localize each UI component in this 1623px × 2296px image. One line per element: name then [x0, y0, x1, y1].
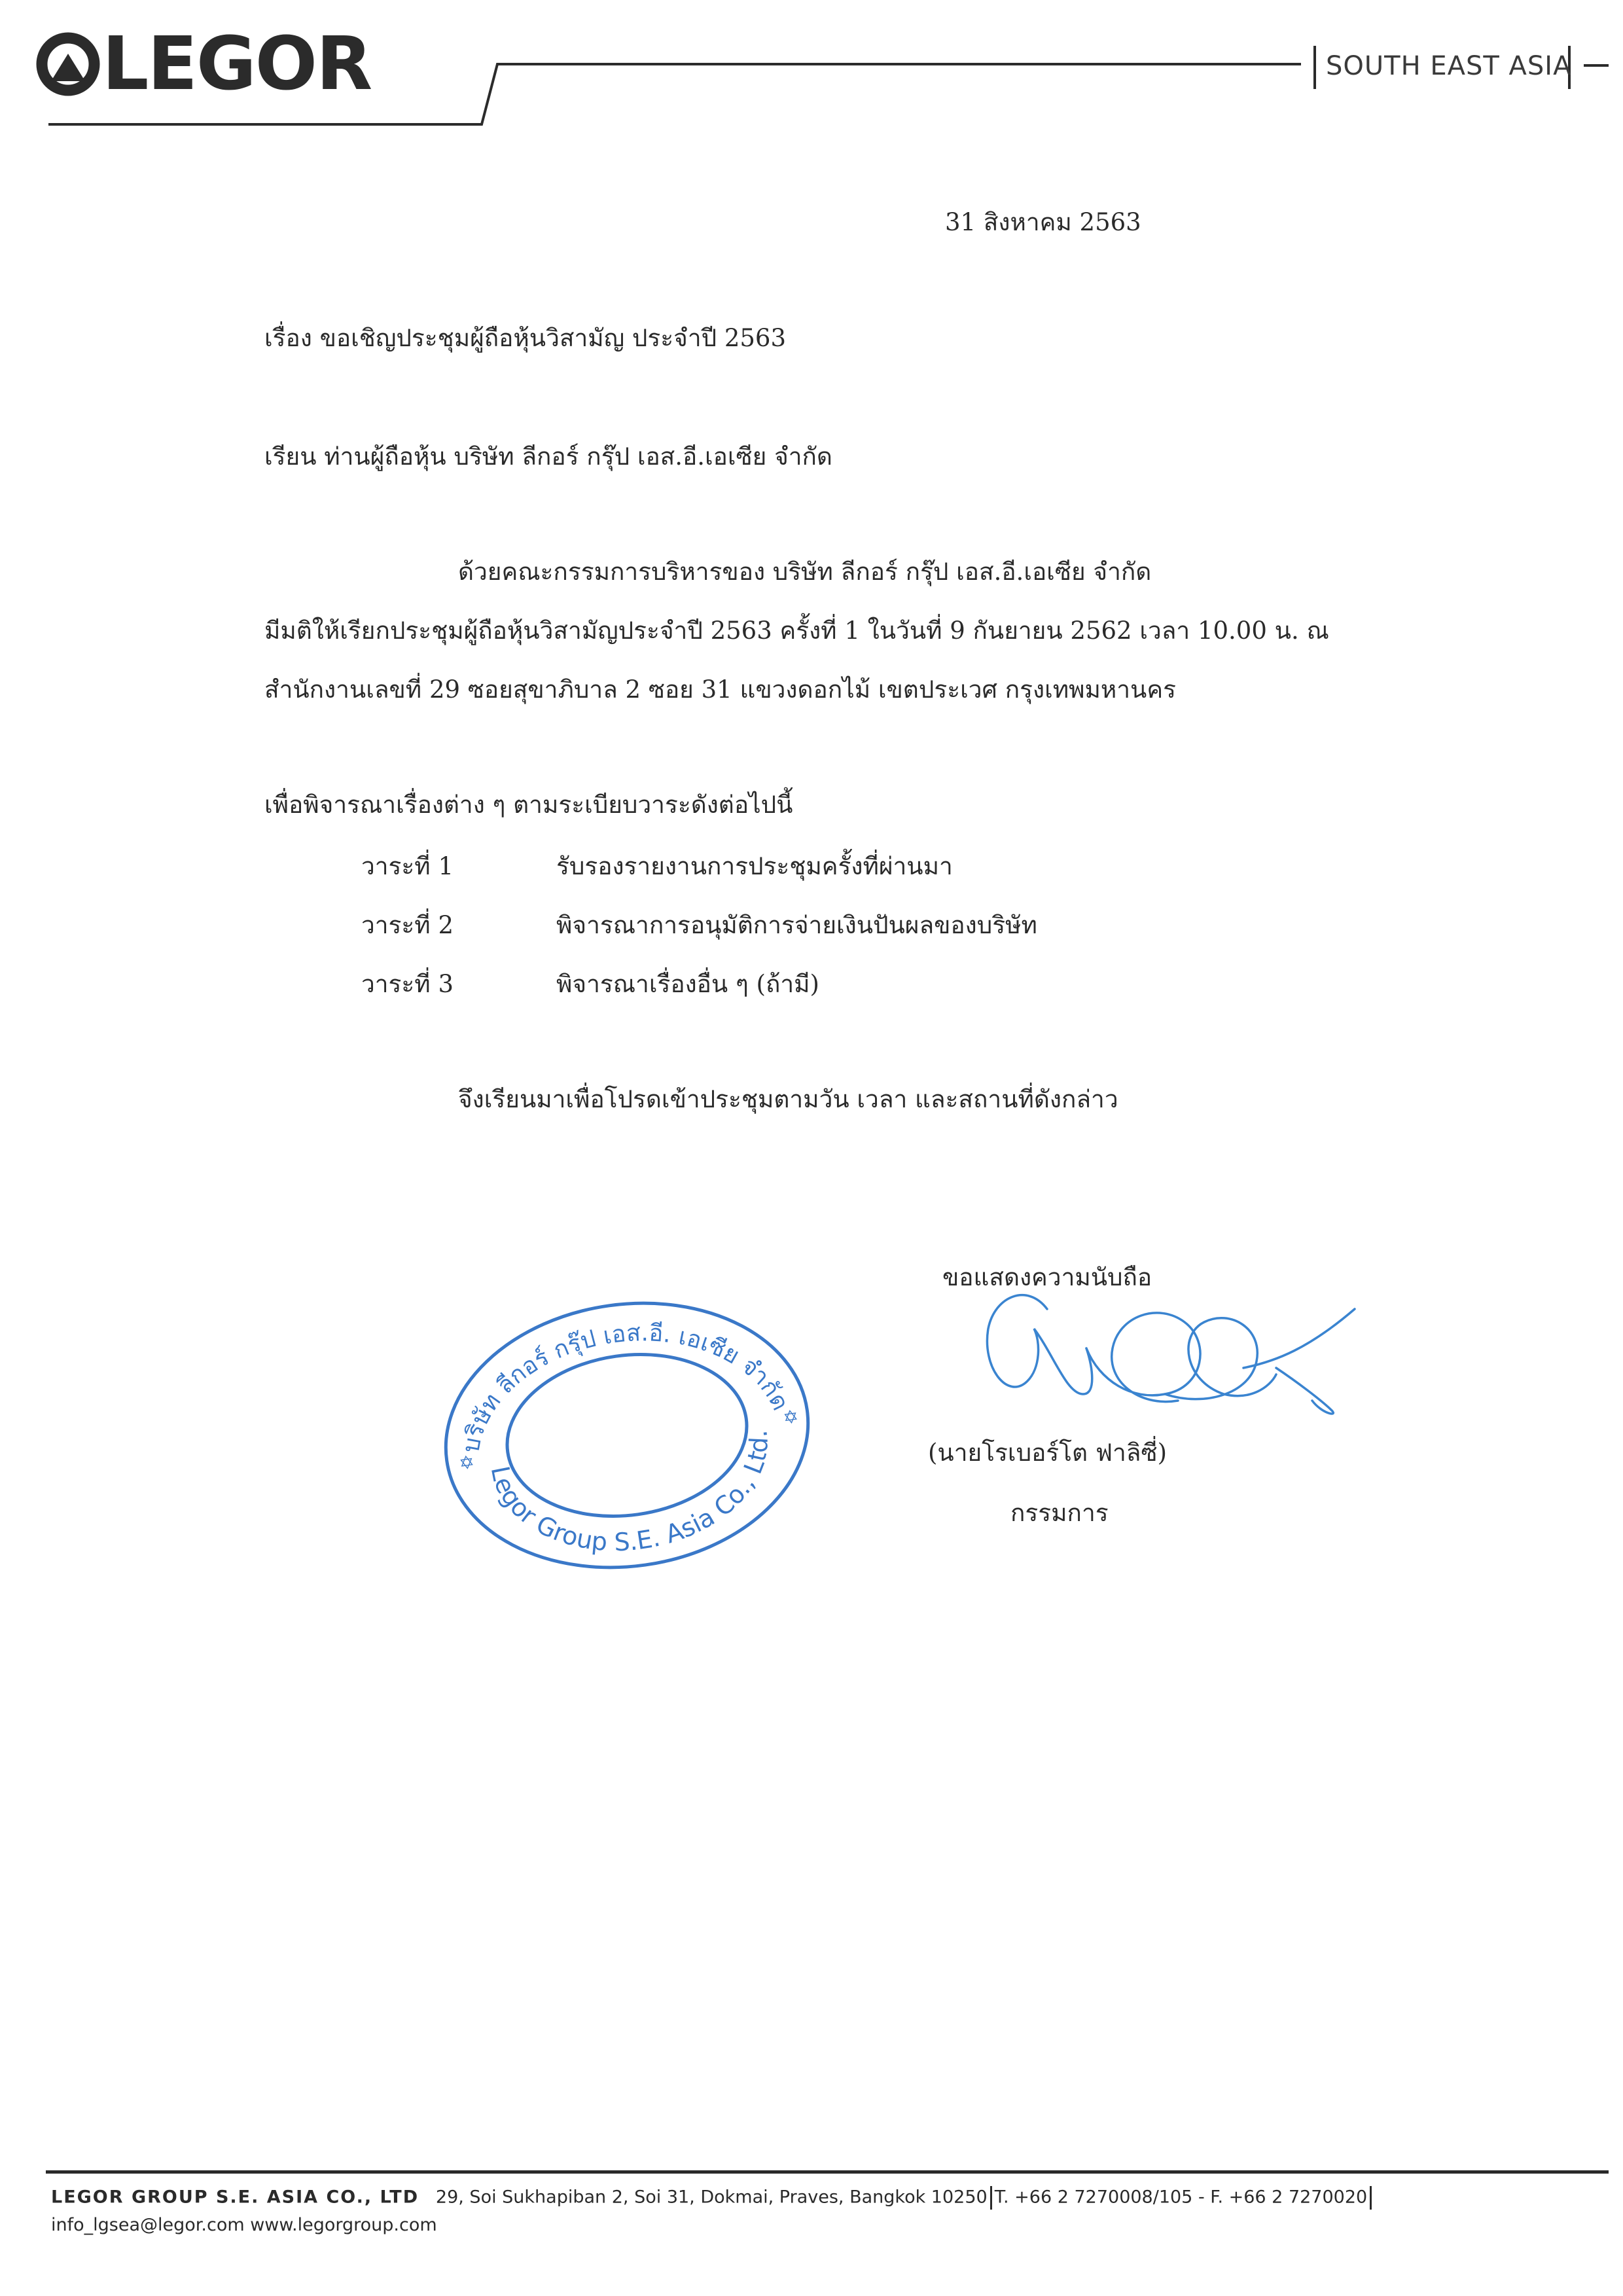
signer-position: กรรมการ: [1010, 1499, 1109, 1527]
stamp-text-top: บริษัท ลีกอร์ กรุ๊ป เอส.อี. เอเซีย จำกัด: [457, 1319, 794, 1455]
footer-company-name: LEGOR GROUP S.E. ASIA CO., LTD: [51, 2187, 419, 2208]
paragraph-line-1: ด้วยคณะกรรมการบริหารของ บริษัท ลีกอร์ กรุ๊ป เอส.อี.เอเซีย จำกัด: [458, 558, 1152, 586]
logo-wordmark: LEGOR: [102, 25, 372, 103]
footer-address: 29, Soi Sukhapiban 2, Soi 31, Dokmai, Praves, Bangkok 10250: [435, 2187, 988, 2208]
footer-address-line: [51, 2186, 1374, 2210]
closing-sentence: จึงเรียนมาเพื่อโปรดเข้าประชุมตามวัน เวลา และสถานที่ดังกล่าว: [458, 1085, 1118, 1113]
closing-regards: ขอแสดงความนับถือ: [942, 1263, 1152, 1291]
company-stamp: [437, 1295, 817, 1576]
star-icon: ✡: [457, 1451, 476, 1475]
footer-divider: [46, 2170, 1609, 2174]
footer-contact: info_lgsea@legor.com www.legorgroup.com: [51, 2215, 437, 2235]
letter-date: 31 สิงหาคม 2563: [945, 208, 1141, 236]
paragraph-line-2: มีมติให้เรียกประชุมผู้ถือหุ้นวิสามัญประจำปี 2563 ครั้งที่ 1 ในวันที่ 9 กันยายน 2562 เวลา 10.00 น. ณ: [264, 617, 1329, 645]
handwritten-signature: [969, 1270, 1368, 1440]
svg-text:บริษัท ลีกอร์ กรุ๊ป เอส.อี. เอ: [443, 1298, 795, 1458]
agenda-item-label: วาระที่ 1: [361, 852, 454, 880]
paragraph-line-3: สำนักงานเลขที่ 29 ซอยสุขาภิบาล 2 ซอย 31 แขวงดอกไม้ เขตประเวศ กรุงเทพมหานคร: [264, 675, 1176, 704]
agenda-intro: เพื่อพิจารณาเรื่องต่าง ๆ ตามระเบียบวาระดังต่อไปนี้: [264, 791, 793, 819]
agenda-item-text: รับรองรายงานการประชุมครั้งที่ผ่านมา: [556, 852, 953, 880]
letter-subject: เรื่อง ขอเชิญประชุมผู้ถือหุ้นวิสามัญ ประจำปี 2563: [264, 324, 786, 352]
star-icon: ✡: [781, 1405, 800, 1429]
letter-salutation: เรียน ท่านผู้ถือหุ้น บริษัท ลีกอร์ กรุ๊ป เอส.อี.เอเซีย จำกัด: [264, 442, 832, 471]
agenda-item-text: พิจารณาเรื่องอื่น ๆ (ถ้ามี): [556, 970, 819, 998]
footer-separator: [1370, 2186, 1372, 2210]
agenda-item-text: พิจารณาการอนุมัติการจ่ายเงินปันผลของบริษัท: [556, 911, 1037, 939]
agenda-item-label: วาระที่ 3: [361, 970, 454, 998]
footer-separator: [990, 2186, 992, 2210]
stamp-text-bottom: Legor Group S.E. Asia Co., Ltd.: [485, 1429, 774, 1557]
region-label: SOUTH EAST ASIA: [1326, 51, 1572, 81]
agenda-item-label: วาระที่ 2: [361, 911, 454, 939]
signer-name: (นายโรเบอร์โต ฟาลิซี่): [928, 1439, 1168, 1467]
footer-phone-fax: T. +66 2 7270008/105 - F. +66 2 7270020: [994, 2187, 1368, 2208]
